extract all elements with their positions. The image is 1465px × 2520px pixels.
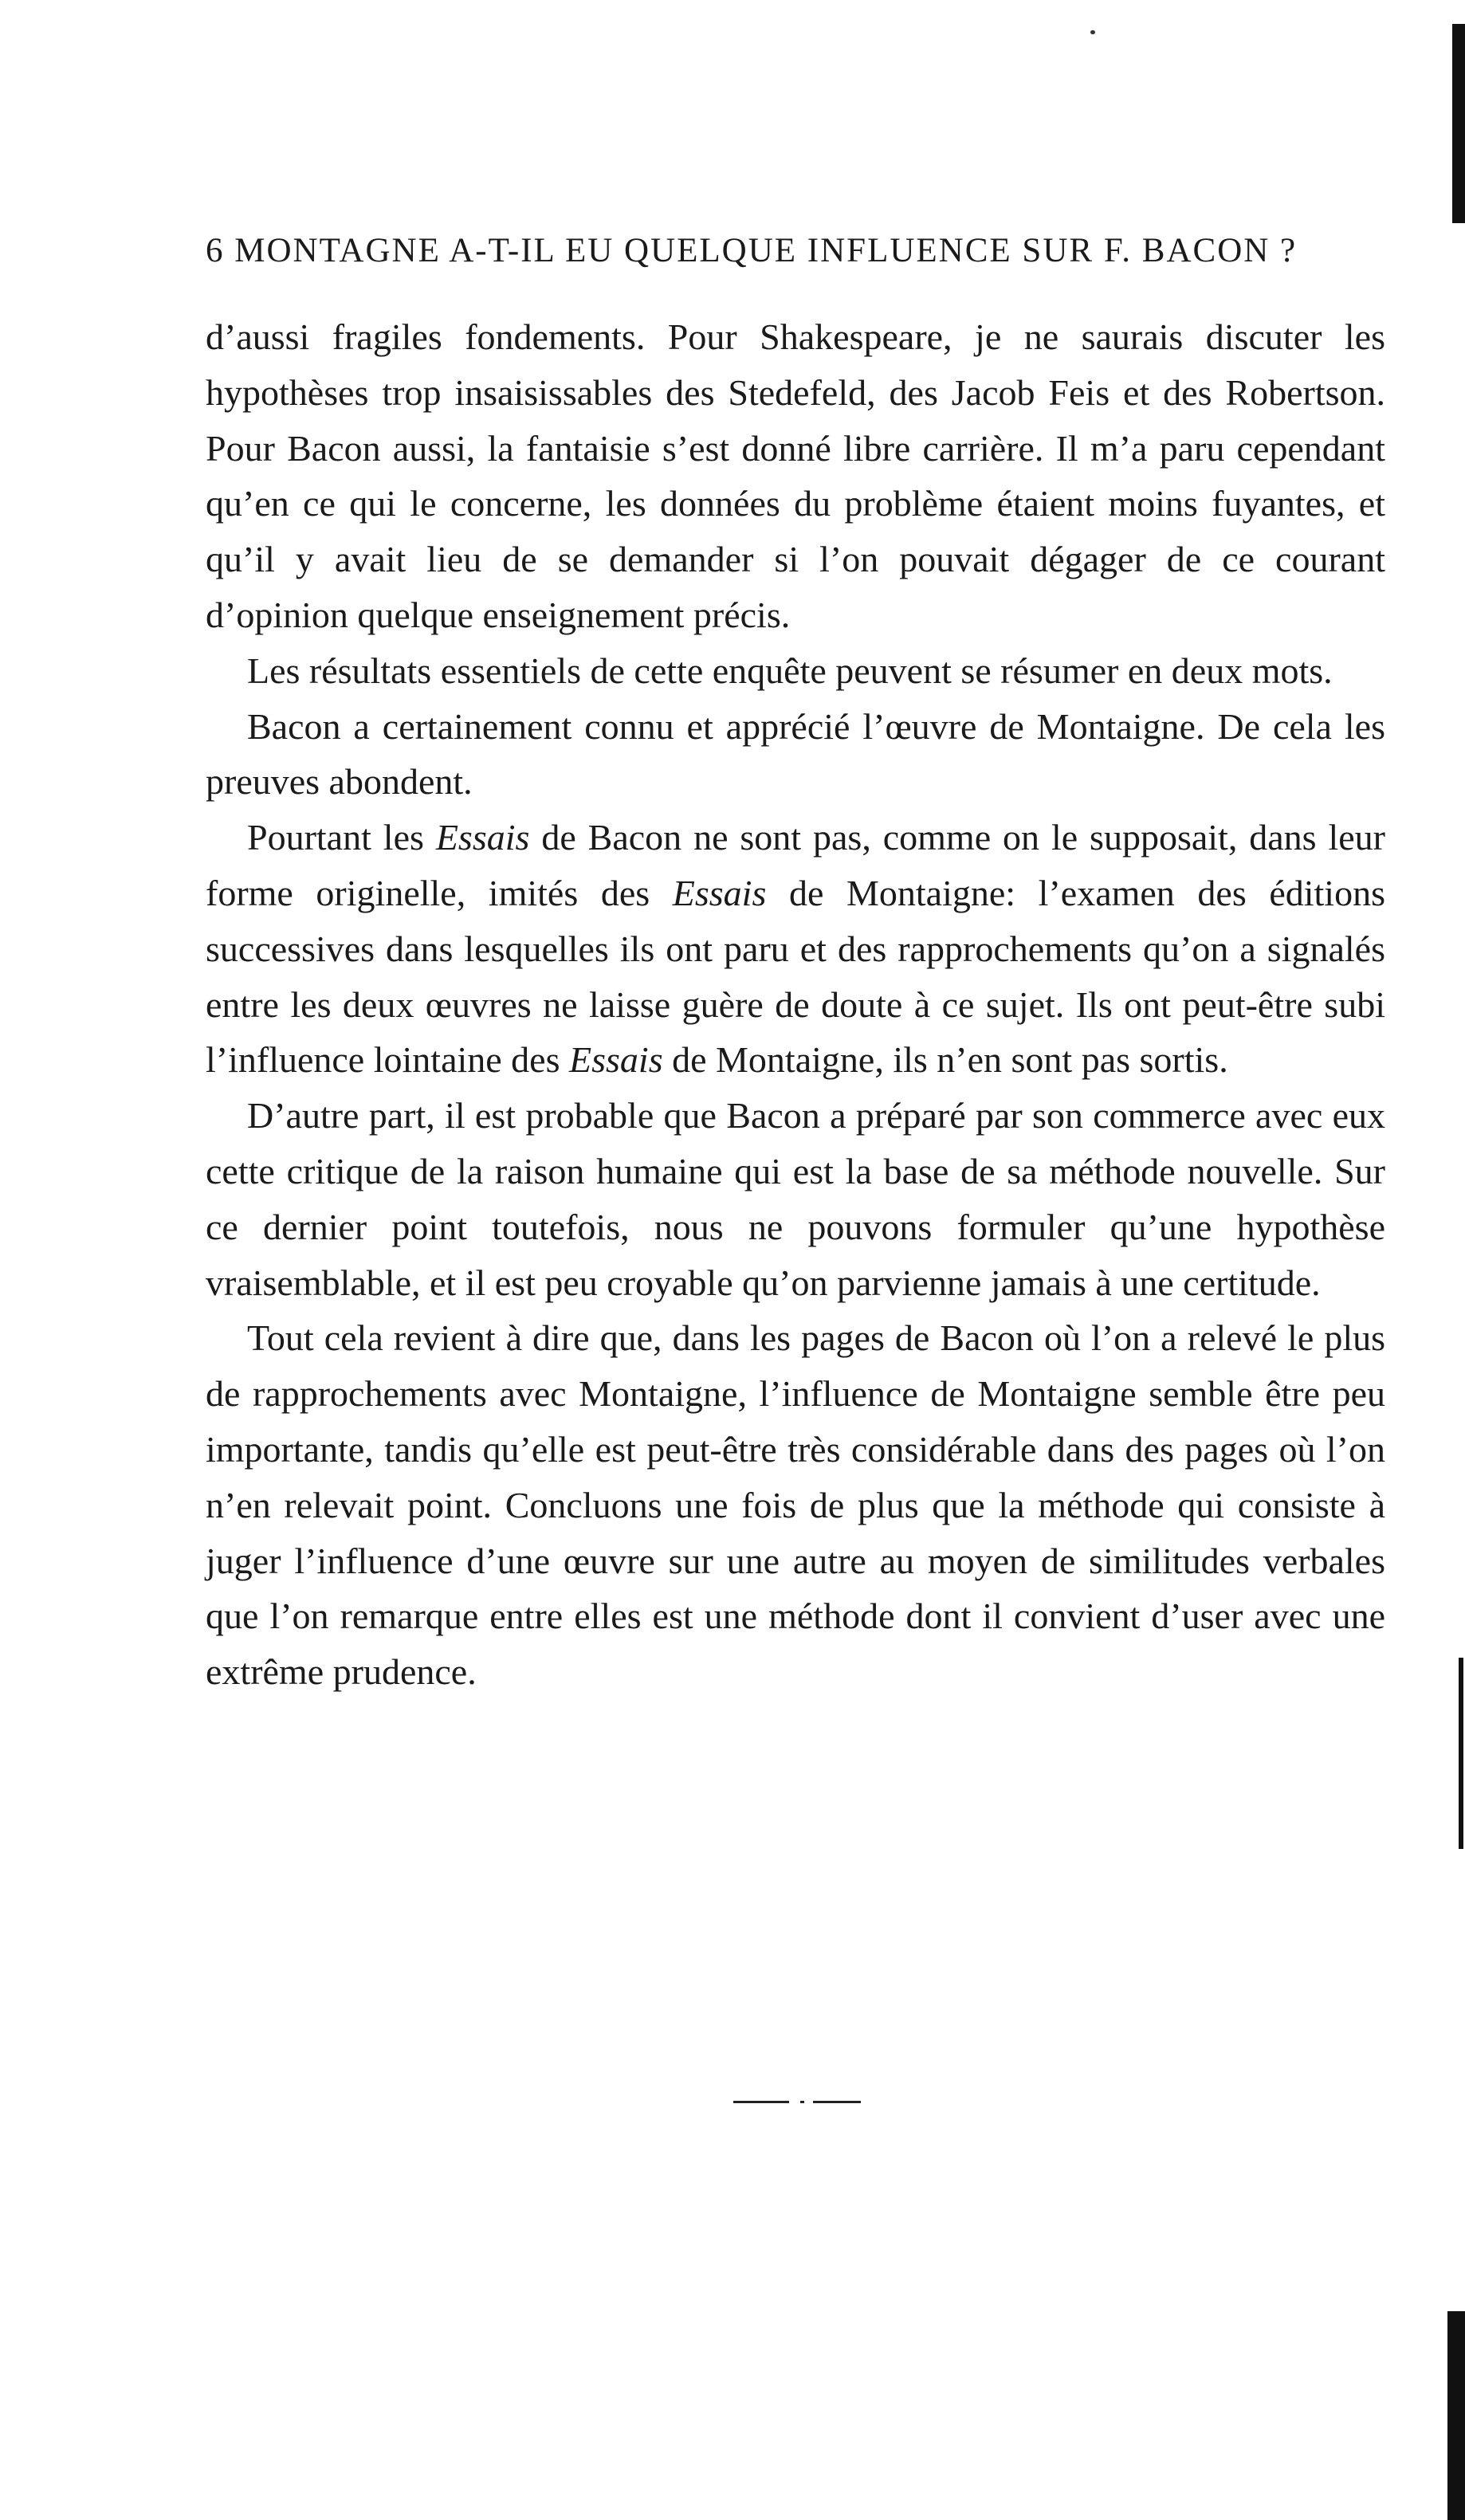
italic-title: Essais [672,872,767,913]
ink-speck [1090,30,1095,34]
paragraph-2: Les résultats essentiels de cette enquête peuvent se résumer en deux mots. [247,650,1333,691]
italic-title: Essais [569,1039,663,1081]
paragraph-5: D’autre part, il est probable que Bacon a préparé par son commerce avec eux cette critique de la raison humaine qui est la base de sa méthode nouvelle. Sur ce dernier point toutefois, nous ne pouvons formuler qu’une hypothèse vraisemblable, et il est peu croyable qu’on parvienne jamais à une certitude. [206,1095,1385,1303]
paragraph-3: Bacon a certainement connu et apprécié l’œuvre de Montaigne. De cela les preuves abondent. [206,705,1385,803]
body-text [206,309,1385,1700]
page-edge-shadow-top [1452,24,1465,223]
running-title: MONTAGNE A-T-IL EU QUELQUE INFLUENCE SUR F. BACON ? [234,232,1298,269]
paragraph-4: Pourtant les Essais de Bacon ne sont pas, comme on le supposait, dans leur forme originelle, imités des Essais de Montaigne: l’examen des éditions successives dans lesquelles ils ont paru et des rapprochements qu’on a signalés entre les deux œuvres ne laisse guère de doute à ce sujet. Ils ont peut-être subi l’influence lointaine des Essais de Montaigne, ils n’en sont pas sortis. [206,817,1385,1081]
running-header [206,231,1385,270]
page-edge-shadow-bottom [1447,2311,1465,2520]
paragraph-1: d’aussi fragiles fondements. Pour Shakespeare, je ne saurais discuter les hypothèses trop insaisissables des Stedefeld, des Jacob Feis et des Robertson. Pour Bacon aussi, la fantaisie s’est donné libre carrière. Il m’a paru cependant qu’en ce qui le concerne, les données du problème étaient moins fuyantes, et qu’il y avait lieu de se demander si l’on pouvait dégager de ce courant d’opinion quelque enseignement précis. [206,316,1385,635]
italic-title: Essais [435,817,530,858]
section-end-ornament [733,2101,861,2104]
page-number: 6 [206,232,225,269]
paragraph-6: Tout cela revient à dire que, dans les pages de Bacon où l’on a relevé le plus de rapprochements avec Montaigne, l’influence de Montaigne semble être peu importante, tandis qu’elle est peut-être très considérable dans des pages où l’on n’en relevait point. Concluons une fois de plus que la méthode qui consiste à juger l’influence d’une œuvre sur une autre au moyen de similitudes verbales que l’on remarque entre elles est une méthode dont il convient d’user avec une extrême prudence. [206,1317,1385,1693]
page-edge-shadow-middle [1459,1658,1463,1849]
